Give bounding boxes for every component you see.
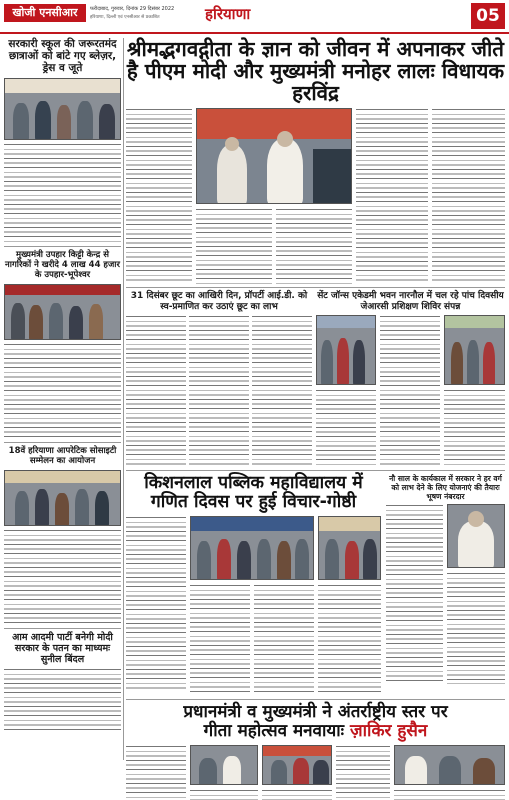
- lead-photo: [196, 108, 352, 204]
- discount-text-col2: [189, 315, 249, 465]
- kishanlal-headline: किशनलाल पब्लिक महाविद्यालय में गणित दिवस पर हुई विचार-गोष्ठी: [144, 473, 363, 512]
- rights-text-col1: [386, 504, 443, 684]
- gita-headline-black: गीता महोत्सव मनवायाः: [203, 721, 345, 741]
- gita-text-col2: [190, 789, 258, 800]
- rights-headline: नौ साल के कार्यकाल में सरकार ने हर वर्ग को लाभ देने के लिए योजनाएं की तैयारः भूषण नंबरदार: [389, 474, 502, 501]
- main-content: [126, 38, 505, 800]
- story4-headline: आम आदमी पार्टी बनेगी मोदी सरकार के पतन का माध्यमः सुनील बिंदल: [12, 632, 113, 665]
- kishanlal-photo-1: [190, 516, 314, 580]
- story1-headline: सरकारी स्कूल की जरूरतमंद छात्राओं को बांटे गए ब्लेज़र, ड्रेस व जूते: [8, 38, 117, 74]
- lead-text-col4: [356, 108, 428, 284]
- story2-photo: [4, 284, 121, 340]
- gita-photo-2: [262, 745, 332, 785]
- gita-text-col1: [126, 745, 186, 800]
- gita-text-col4: [336, 745, 390, 800]
- gita-headline-red: ज़ाकिर हुसैन: [350, 721, 428, 741]
- left-column: [4, 38, 121, 730]
- story2-text: [4, 343, 121, 439]
- subline: हरियाणा, दिल्ली एवं एनसीआर से प्रकाशित: [90, 15, 160, 20]
- school-text-col3: [444, 389, 505, 465]
- story2-headline: मुख्यमंत्री उपहार किट्टी केन्द्र से नागरिकों ने खरीदे 4 लाख 44 हजार के उपहार-भूपेश्वर: [5, 250, 120, 280]
- lead-text-col5: [432, 108, 505, 284]
- discount-text-col3: [252, 315, 312, 465]
- discount-text-col1: [126, 315, 186, 465]
- school-photo-1: [316, 315, 376, 385]
- newspaper-brand: खोजी एनसीआर: [4, 4, 86, 22]
- school-headline: सेंट जॉन्स एकेडमी भवन नारनौल में चल रहे पांच दिवसीय जेआरसी प्रशिक्षण शिविर संपन्न: [317, 291, 504, 312]
- dateline: फरीदाबाद, गुरुवार, दिनांक 29 दिसंबर 2022: [90, 6, 175, 12]
- story1-photo: [4, 78, 121, 140]
- column-divider: [123, 38, 124, 760]
- gita-text-col5: [394, 789, 505, 800]
- rights-photo: [447, 504, 505, 568]
- gita-headline-line1: प्रधानमंत्री व मुख्यमंत्री ने अंतर्राष्ट्रीय स्तर पर: [183, 702, 448, 722]
- lead-text-col1: [126, 108, 192, 284]
- story1-text: [4, 143, 121, 243]
- gita-headline-line2: [126, 722, 505, 741]
- lead-text-col2: [196, 208, 272, 284]
- school-photo-2: [444, 315, 505, 385]
- page-number: 05: [471, 3, 505, 29]
- masthead: [0, 0, 509, 34]
- lead-headline: श्रीमद्भगवद्गीता के ज्ञान को जीवन में अपनाकर जीते है पीएम मोदी और मुख्यमंत्री मनोहर लालः विधायक हरविंद्र: [126, 37, 505, 105]
- gita-photo-3: [394, 745, 505, 785]
- school-text-col1: [316, 389, 376, 465]
- school-text-col2: [380, 315, 440, 465]
- kishanlal-text-col4: [318, 584, 381, 692]
- kishanlal-text-col3: [254, 584, 314, 692]
- rights-text-col2: [447, 572, 505, 684]
- kishanlal-photo-2: [318, 516, 381, 580]
- story4-text: [4, 668, 121, 730]
- gita-photo-1: [190, 745, 258, 785]
- story3-photo: [4, 470, 121, 526]
- story3-headline: 18वें हरियाणा आपरेटिक सोसाइटी सम्मेलन का आयोजन: [8, 446, 117, 466]
- kishanlal-text-col2: [190, 584, 250, 692]
- kishanlal-text-col1: [126, 516, 186, 692]
- lead-text-col3: [276, 208, 352, 284]
- discount-headline: 31 दिसंबर छूट का आखिरी दिन, प्रॉपर्टी आई.डी. को स्व-प्रमाणित कर उठाएं छूट का लाभ: [130, 291, 308, 312]
- section-title: हरियाणा: [205, 5, 251, 23]
- story3-text: [4, 529, 121, 625]
- gita-text-col3: [262, 789, 332, 800]
